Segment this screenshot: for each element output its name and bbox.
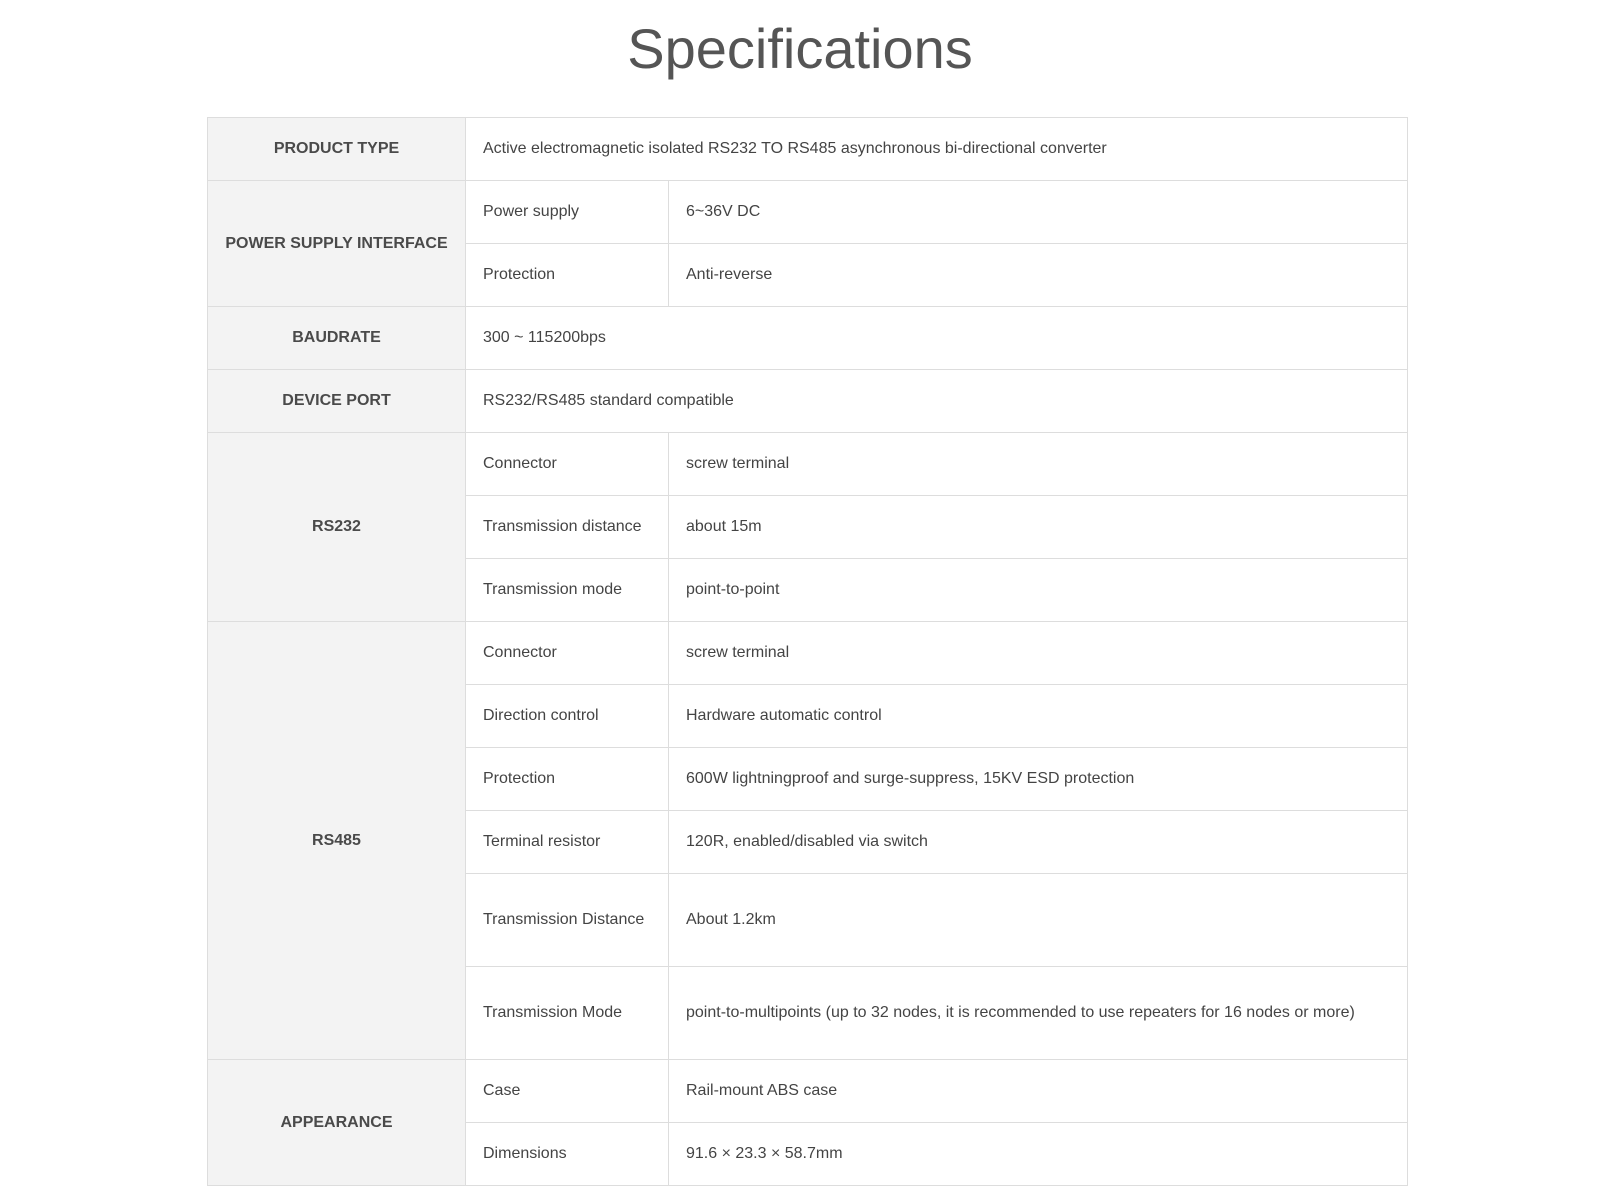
spec-value: about 15m — [669, 496, 1408, 559]
category-baudrate: BAUDRATE — [208, 307, 466, 370]
table-row-baudrate — [208, 307, 1408, 370]
category-rs232: RS232 — [208, 433, 466, 622]
spec-value: screw terminal — [669, 622, 1408, 685]
spec-value: point-to-point — [669, 559, 1408, 622]
table-row-product-type — [208, 118, 1408, 181]
spec-value: 120R, enabled/disabled via switch — [669, 811, 1408, 874]
spec-name: Dimensions — [466, 1123, 669, 1186]
spec-value: Anti-reverse — [669, 244, 1408, 307]
spec-name: Transmission distance — [466, 496, 669, 559]
value-baudrate: 300 ~ 115200bps — [466, 307, 1408, 370]
spec-name: Direction control — [466, 685, 669, 748]
spec-value: 600W lightningproof and surge-suppress, 15KV ESD protection — [669, 748, 1408, 811]
spec-value: 6~36V DC — [669, 181, 1408, 244]
category-power-supply: POWER SUPPLY INTERFACE — [208, 181, 466, 307]
spec-name: Transmission Distance — [466, 874, 669, 967]
spec-name: Power supply — [466, 181, 669, 244]
value-product-type: Active electromagnetic isolated RS232 TO RS485 asynchronous bi-directional converter — [466, 118, 1408, 181]
spec-name: Transmission Mode — [466, 967, 669, 1060]
spec-value: screw terminal — [669, 433, 1408, 496]
specifications-table — [207, 117, 1408, 1186]
table-row-device-port — [208, 370, 1408, 433]
category-rs485: RS485 — [208, 622, 466, 1060]
spec-name: Connector — [466, 433, 669, 496]
spec-value: About 1.2km — [669, 874, 1408, 967]
table-row-appearance-case — [208, 1060, 1408, 1123]
spec-name: Connector — [466, 622, 669, 685]
spec-value: point-to-multipoints (up to 32 nodes, it is recommended to use repeaters for 16 nodes or more) — [669, 967, 1408, 1060]
table-row-power-supply — [208, 181, 1408, 244]
category-device-port: DEVICE PORT — [208, 370, 466, 433]
category-product-type: PRODUCT TYPE — [208, 118, 466, 181]
spec-name: Transmission mode — [466, 559, 669, 622]
table-row-rs485-connector — [208, 622, 1408, 685]
category-appearance: APPEARANCE — [208, 1060, 466, 1186]
spec-name: Protection — [466, 748, 669, 811]
spec-name: Case — [466, 1060, 669, 1123]
spec-value: Hardware automatic control — [669, 685, 1408, 748]
spec-value: 91.6 × 23.3 × 58.7mm — [669, 1123, 1408, 1186]
spec-name: Protection — [466, 244, 669, 307]
spec-value: Rail-mount ABS case — [669, 1060, 1408, 1123]
spec-name: Terminal resistor — [466, 811, 669, 874]
value-device-port: RS232/RS485 standard compatible — [466, 370, 1408, 433]
table-row-rs232-connector — [208, 433, 1408, 496]
page-title: Specifications — [627, 17, 973, 80]
